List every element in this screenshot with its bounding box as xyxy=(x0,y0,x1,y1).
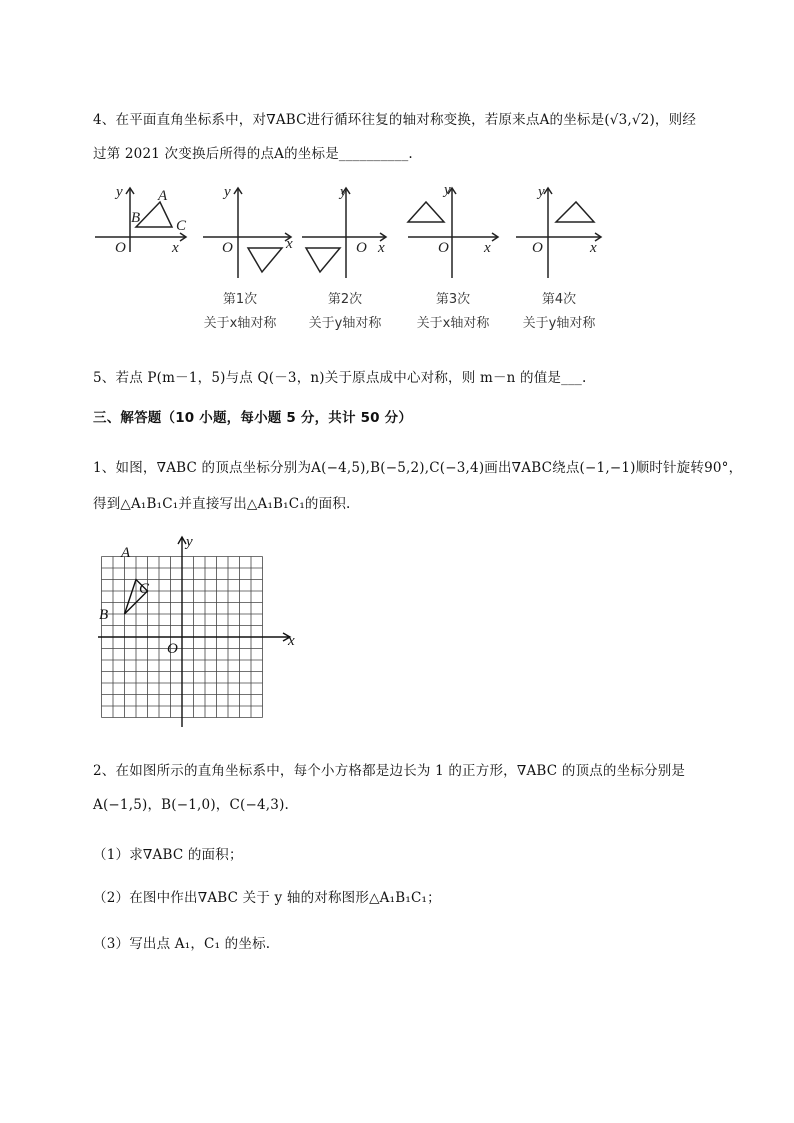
q4-caption-4-desc: 关于y轴对称 xyxy=(522,316,596,331)
q4-fig1-o-label: O xyxy=(222,240,233,256)
q4-caption-4-step: 第4次 xyxy=(541,292,577,307)
q4-triangle-3 xyxy=(408,202,444,222)
q4-fig-1 xyxy=(203,188,291,278)
q5-line-1: 5、若点 P(m－1，5)与点 Q(－3，n)关于原点成中心对称，则 m－n 的值是___. xyxy=(93,370,587,386)
q4-fig4-x-label: x xyxy=(590,240,597,256)
q4-caption-1-desc: 关于x轴对称 xyxy=(203,316,277,331)
s2-sub-2: （2）在图中作出∇ABC 关于 y 轴的对称图形△A₁B₁C₁； xyxy=(93,890,441,906)
q4-fig3-o-label: O xyxy=(438,240,449,256)
s2-sub-3: （3）写出点 A₁，C₁ 的坐标. xyxy=(93,936,271,952)
q4-triangle-4 xyxy=(556,202,594,222)
q4-fig3-y-label: y xyxy=(444,182,451,198)
q4-fig0-c-label: C xyxy=(176,218,187,234)
s2-line-1: 2、在如图所示的直角坐标系中，每个小方格都是边长为 1 的正方形，∇ABC 的顶点的坐标分别是 xyxy=(93,763,686,779)
q4-line-2: 过第 2021 次变换后所得的点A的坐标是__________. xyxy=(93,146,413,162)
q4-triangle-original xyxy=(136,202,172,227)
s1-b-label: B xyxy=(99,607,109,623)
q4-caption-3-step: 第3次 xyxy=(435,292,471,307)
s2-line-2: A(−1,5)，B(−1,0)，C(−4,3). xyxy=(93,797,290,813)
q4-caption-2-step: 第2次 xyxy=(327,292,363,307)
q4-fig3-x-label: x xyxy=(484,240,491,256)
q4-fig0-o-label: O xyxy=(115,240,126,256)
q4-fig0-b-label: B xyxy=(131,210,141,226)
q4-fig0-a-label: A xyxy=(158,188,168,204)
q4-line-1: 4、在平面直角坐标系中，对∇ABC进行循环往复的轴对称变换，若原来点A的坐标是(√3,√2)，则经 xyxy=(93,112,697,128)
q4-fig4-o-label: O xyxy=(532,240,543,256)
q4-fig1-y-label: y xyxy=(224,184,231,200)
q4-fig2-x-label: x xyxy=(378,240,385,256)
q4-fig0-x-label: x xyxy=(172,240,179,256)
s1-line-2: 得到△A₁B₁C₁并直接写出△A₁B₁C₁的面积. xyxy=(93,496,351,512)
s1-line-1: 1、如图，∇ABC 的顶点坐标分别为A(−4,5),B(−5,2),C(−3,4)画出∇ABC绕点(−1,−1)顺时针旋转90°， xyxy=(93,460,743,476)
s1-a-label: A xyxy=(121,545,131,561)
q4-fig4-y-label: y xyxy=(538,184,545,200)
s1-x-label: x xyxy=(288,633,295,649)
s1-grid-figure xyxy=(90,533,310,733)
s1-o-label: O xyxy=(167,641,178,657)
q4-fig-3 xyxy=(408,188,498,278)
q4-caption-2-desc: 关于y轴对称 xyxy=(308,316,382,331)
q4-fig-4 xyxy=(516,188,601,278)
q4-fig-2 xyxy=(302,188,386,278)
q4-figure-row xyxy=(0,180,794,290)
q4-caption-1-step: 第1次 xyxy=(222,292,258,307)
q4-fig2-o-label: O xyxy=(356,240,367,256)
q4-triangle-1 xyxy=(248,248,282,272)
q4-fig0-y-label: y xyxy=(116,184,123,200)
s1-y-label: y xyxy=(186,534,193,550)
q4-fig1-x-label: x xyxy=(286,236,293,252)
s1-c-label: C xyxy=(139,581,150,597)
s2-sub-1: （1）求∇ABC 的面积； xyxy=(93,847,243,863)
section-3-heading: 三、解答题（10 小题，每小题 5 分，共计 50 分） xyxy=(93,410,413,426)
q4-triangle-2 xyxy=(306,248,340,272)
q4-fig2-y-label: y xyxy=(340,184,347,200)
q4-caption-3-desc: 关于x轴对称 xyxy=(416,316,490,331)
